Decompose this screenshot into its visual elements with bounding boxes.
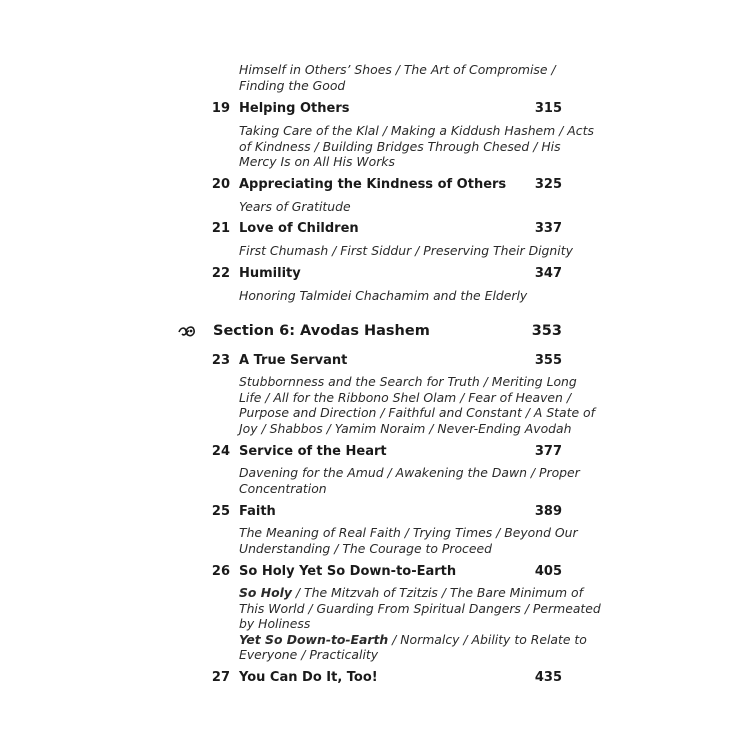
chapter-subtitle [239, 243, 573, 259]
subtitle-line: Himself in Others’ Shoes / The Art of Compromise / [239, 62, 556, 77]
chapter-title: Service of the Heart [239, 444, 387, 459]
subheading-bold: So Holy [239, 585, 292, 600]
chapter-subtitle [239, 525, 578, 556]
chapter-title: Helping Others [239, 101, 350, 116]
toc-entry-27[interactable] [200, 669, 562, 687]
subtitle-line [239, 631, 587, 648]
chapter-title: You Can Do It, Too! [239, 670, 378, 685]
chapter-number: 25 [211, 504, 230, 519]
subtitle-line: Davening for the Amud / Awakening the Dawn / Proper [239, 465, 580, 480]
toc-entry-20[interactable] [200, 176, 562, 194]
page-number: 435 [534, 670, 562, 685]
page-number: 377 [534, 444, 562, 459]
toc-entry-21[interactable] [200, 220, 562, 238]
subtitle-line: of Kindness / Building Bridges Through Chesed / His [239, 138, 561, 154]
chapter-subtitle [239, 199, 569, 215]
subtitle-line: Mercy Is on All His Works [239, 154, 395, 170]
subtitle-text: / Normalcy / Ability to Relate to [388, 631, 587, 647]
chapter-title: Humility [239, 266, 301, 281]
chapter-title: A True Servant [239, 353, 348, 368]
page-number: 353 [531, 323, 562, 339]
subtitle-line: Life / All for the Ribbono Shel Olam / Fear of Heaven / [239, 389, 572, 405]
chapter-subtitle [239, 465, 580, 496]
chapter-subtitle [239, 123, 594, 170]
subtitle-line: Joy / Shabbos / Yamim Noraim / Never-Ending Avodah [239, 420, 572, 436]
subheading-bold: Yet So Down-to-Earth [239, 631, 389, 647]
subtitle-text: / The Mitzvah of Tzitzis / The Bare Minimum of [291, 585, 583, 600]
floral-ornament-icon [178, 323, 196, 339]
subtitle-line: Purpose and Direction / Faithful and Constant / A State of [239, 405, 596, 421]
chapter-number: 26 [211, 564, 230, 579]
page-number: 347 [534, 266, 562, 281]
subtitle-line: by Holiness [239, 616, 311, 632]
subtitle-line: Understanding / The Courage to Proceed [239, 540, 492, 556]
intro-subtitle [239, 62, 569, 93]
subtitle-line: This World / Guarding From Spiritual Dangers / Permeated [239, 600, 601, 616]
toc-entry-19[interactable] [200, 100, 562, 118]
chapter-number: 27 [211, 670, 230, 685]
toc-entry-26[interactable] [200, 563, 562, 581]
chapter-number: 20 [211, 177, 230, 192]
chapter-number: 24 [211, 444, 230, 459]
chapter-title: Love of Children [239, 221, 359, 236]
chapter-number: 21 [211, 221, 230, 236]
subtitle-line [239, 585, 583, 601]
chapter-number: 22 [211, 266, 230, 281]
chapter-subtitle [239, 585, 601, 663]
chapter-number: 23 [211, 353, 230, 368]
page-number: 405 [534, 564, 562, 579]
subtitle-line: Stubbornness and the Search for Truth / Meriting Long [239, 374, 577, 389]
chapter-subtitle [239, 288, 569, 304]
subtitle-line: Finding the Good [239, 77, 346, 93]
subtitle-line: First Chumash / First Siddur / Preserving Their Dignity [239, 243, 573, 258]
section-heading[interactable] [184, 320, 562, 342]
subtitle-line: Concentration [239, 480, 327, 496]
subtitle-line: Years of Gratitude [239, 199, 351, 214]
toc-entry-25[interactable] [200, 503, 562, 521]
toc-entry-23[interactable] [200, 352, 562, 370]
section-title: Section 6: Avodas Hashem [213, 323, 430, 339]
toc-entry-22[interactable] [200, 265, 562, 283]
page-number: 325 [534, 177, 562, 192]
page-number: 389 [534, 504, 562, 519]
toc-entry-24[interactable] [200, 443, 562, 461]
page-number: 315 [534, 101, 562, 116]
subtitle-line: Taking Care of the Klal / Making a Kiddush Hashem / Acts [239, 123, 594, 138]
subtitle-line: Honoring Talmidei Chachamim and the Elderly [239, 288, 528, 303]
subtitle-line: Everyone / Practicality [239, 647, 379, 663]
chapter-subtitle [239, 374, 596, 436]
chapter-number: 19 [211, 101, 230, 116]
chapter-title: Appreciating the Kindness of Others [239, 177, 507, 192]
chapter-title: Faith [239, 504, 276, 519]
chapter-title: So Holy Yet So Down-to-Earth [239, 564, 457, 579]
page-number: 337 [534, 221, 562, 236]
page-number: 355 [534, 353, 562, 368]
subtitle-line: The Meaning of Real Faith / Trying Times / Beyond Our [239, 525, 578, 540]
